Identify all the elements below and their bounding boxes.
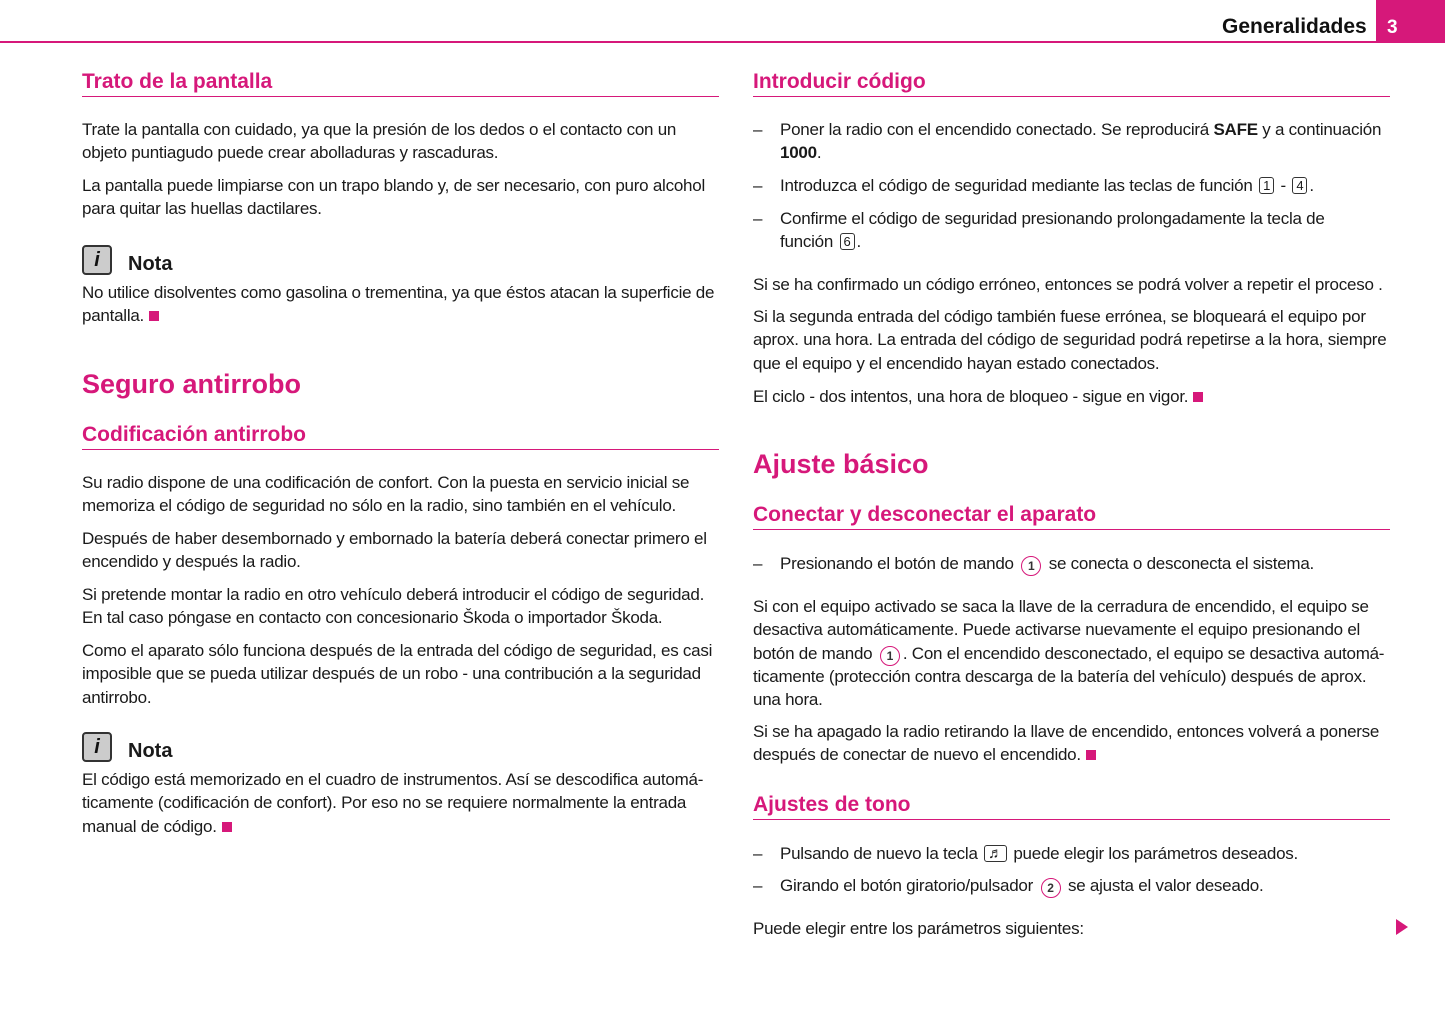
music-key-icon: ♬ <box>984 845 1007 862</box>
heading-ajuste-basico: Ajuste básico <box>753 449 929 479</box>
list-item: – Pulsando de nuevo la tecla ♬ puede elegir los parámetros deseados. <box>753 844 1299 863</box>
end-marker-icon <box>1086 750 1096 760</box>
note-text: No utilice disolventes como gasolina o trementina, ya que éstos atacan la superficie de pantalla. <box>82 283 715 326</box>
header-rule <box>0 41 1445 43</box>
paragraph: La pantalla puede limpiarse con un trapo blando y, de ser necesario, con puro alcohol para quitar las huellas dactilares. <box>82 176 705 219</box>
list-item: – Introduzca el código de seguridad mediante las teclas de función 1 - 4 . <box>753 176 1314 195</box>
info-icon: i <box>82 245 112 275</box>
heading-introducir-codigo: Introducir código <box>753 70 1390 97</box>
info-icon: i <box>82 732 112 762</box>
control-knob-1-icon: 1 <box>1021 556 1041 576</box>
control-knob-1-icon: 1 <box>880 646 900 666</box>
end-marker-icon <box>149 311 159 321</box>
heading-conectar: Conectar y desconectar el aparato <box>753 503 1390 530</box>
paragraph: Después de haber desembornado y embornado la batería deberá conectar primero el encendido y después la radio. <box>82 529 707 572</box>
heading-ajustes-tono: Ajustes de tono <box>753 793 1390 820</box>
function-key-6: 6 <box>840 233 855 250</box>
list-item: – Presionando el botón de mando 1 se conecta o desconecta el sistema. <box>753 552 1314 575</box>
paragraph: El ciclo - dos intentos, una hora de bloqueo - sigue en vigor. <box>753 385 1203 408</box>
list-item: – Confirme el código de seguridad presionando prolongadamente la tecla de función 6 . <box>753 209 1325 252</box>
note-title: Nota <box>128 253 173 275</box>
paragraph: Puede elegir entre los parámetros siguientes: <box>753 919 1084 938</box>
page-number: 3 <box>1376 0 1445 43</box>
paragraph: Como el aparato sólo funciona después de la entrada del código de seguridad, es casi imposible que se pueda utilizar después de un robo - una contribución a la seguridad antirrobo. <box>82 641 713 707</box>
heading-codificacion: Codificación antirrobo <box>82 423 719 450</box>
heading-seguro-antirrobo: Seguro antirrobo <box>82 369 302 399</box>
paragraph: Trate la pantalla con cuidado, ya que la presión de los dedos o el contacto con un objeto puntiagudo puede crear abolladuras y rascaduras. <box>82 120 677 163</box>
paragraph: Si con el equipo activado se saca la llave de la cerradura de encendido, el equipo se desactiva automáticamente. Puede activarse nuevamente el equipo presionando el botón de mando 1 . Con el encendido desconectado, el equipo se desactiva automá- ticamente (protección contra descarga de la batería del vehículo) después de aprox. una hora. <box>753 597 1385 710</box>
rotary-knob-2-icon: 2 <box>1041 878 1061 898</box>
paragraph: Si se ha apagado la radio retirando la llave de encendido, entonces volverá a ponerse después de conectar de nuevo el encendido. <box>753 722 1380 765</box>
note-title: Nota <box>128 740 173 762</box>
paragraph: Si la segunda entrada del código también fuese errónea, se bloqueará el equipo por aprox. una hora. La entrada del código de seguridad podrá repetirse a la hora, siempre que el equipo y el encendido hayan estado conectados. <box>753 307 1387 373</box>
end-marker-icon <box>1193 392 1203 402</box>
end-marker-icon <box>222 822 232 832</box>
paragraph: Si se ha confirmado un código erróneo, entonces se podrá volver a repetir el proceso . <box>753 275 1383 294</box>
section-title: Generalidades <box>1222 15 1367 38</box>
continue-arrow-icon <box>1396 919 1408 935</box>
list-item: – Girando el botón giratorio/pulsador 2 se ajusta el valor deseado. <box>753 874 1263 897</box>
list-item: – Poner la radio con el encendido conectado. Se reproducirá SAFE y a continuación 1000. <box>753 120 1382 163</box>
function-key-4: 4 <box>1292 177 1307 194</box>
paragraph: Si pretende montar la radio en otro vehículo deberá introducir el código de seguridad. En tal caso póngase en contacto con concesionario Škoda o importador Škoda. <box>82 585 705 628</box>
note-text: El código está memorizado en el cuadro de instrumentos. Así se descodifica automá- ticamente (codificación de confort). Por eso no se requiere normalmente la entrada manual de código. <box>82 770 704 836</box>
function-key-1: 1 <box>1259 177 1274 194</box>
heading-trato-pantalla: Trato de la pantalla <box>82 70 719 97</box>
paragraph: Su radio dispone de una codificación de confort. Con la puesta en servicio inicial se memoriza el código de seguridad no sólo en la radio, sino también en el vehículo. <box>82 473 690 516</box>
